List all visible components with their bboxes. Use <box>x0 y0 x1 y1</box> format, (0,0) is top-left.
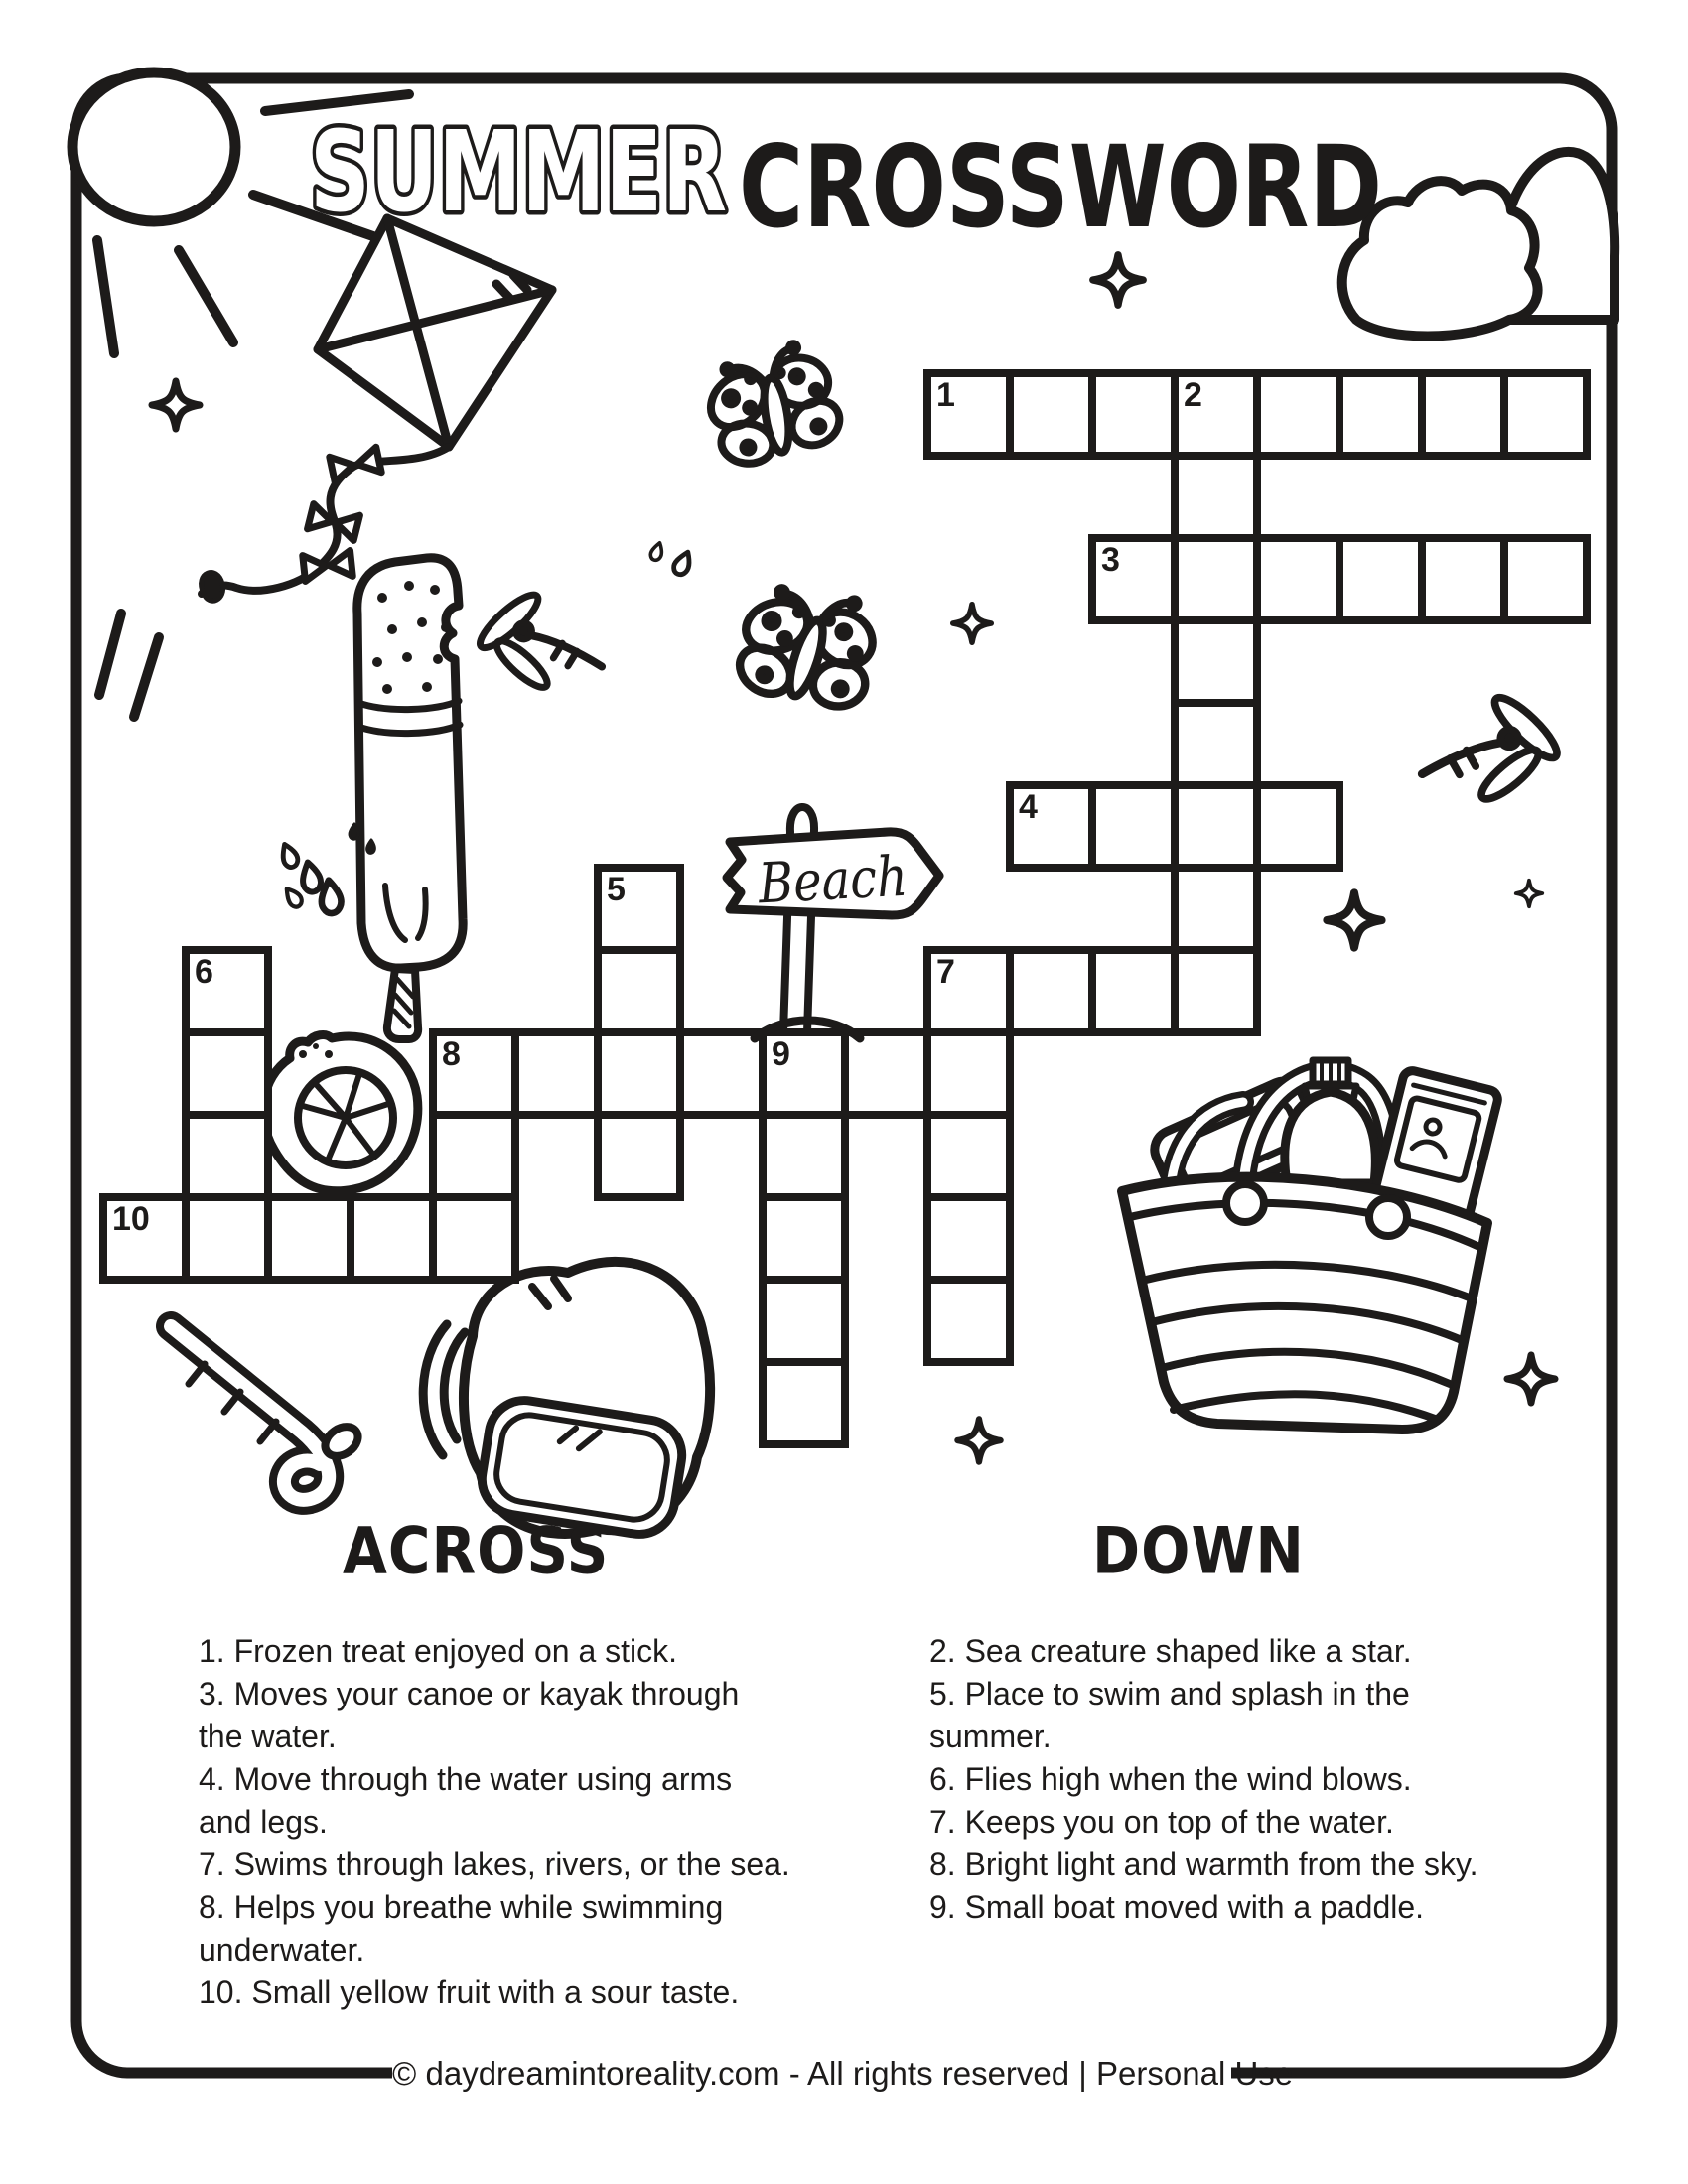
beach-sign <box>727 807 939 1038</box>
clue-line: and legs. <box>199 1804 328 1840</box>
crossword-cell[interactable] <box>1092 785 1175 868</box>
crossword-cell[interactable] <box>763 1280 845 1362</box>
crossword-cell[interactable] <box>1092 950 1175 1032</box>
clue-line: summer. <box>929 1718 1052 1754</box>
crossword-cell[interactable] <box>1010 373 1092 456</box>
crossword-cell[interactable] <box>927 950 1010 1032</box>
crossword-cell[interactable] <box>433 1032 515 1115</box>
goggles-icon <box>423 1262 710 1540</box>
crossword-cell[interactable] <box>598 868 680 950</box>
crossword-cell[interactable] <box>433 1115 515 1197</box>
crossword-cell[interactable] <box>927 1115 1010 1197</box>
clue-line: 9. Small boat moved with a paddle. <box>929 1889 1425 1925</box>
crossword-cell[interactable] <box>1175 785 1257 868</box>
crossword-cell[interactable] <box>845 1032 927 1115</box>
crossword-cell[interactable] <box>927 1197 1010 1280</box>
crossword-cell[interactable] <box>1175 538 1257 620</box>
clue-line: the water. <box>199 1718 337 1754</box>
cell-number: 5 <box>607 871 626 908</box>
beach-bag-icon <box>1122 1060 1499 1430</box>
cell-number: 4 <box>1019 788 1038 826</box>
crossword-cell[interactable] <box>598 1115 680 1197</box>
crossword-cell[interactable] <box>103 1197 186 1280</box>
cell-number: 1 <box>936 376 955 414</box>
crossword-cell[interactable] <box>927 1032 1010 1115</box>
cell-number: 8 <box>442 1035 461 1073</box>
crossword-cell[interactable] <box>1257 373 1339 456</box>
title-crossword: CROSSWORD <box>739 121 1382 253</box>
crossword-cell[interactable] <box>186 1197 268 1280</box>
footer-text: © daydreamintoreality.com - All rights reserved | Personal Use <box>392 2055 1294 2092</box>
clue-line: 5. Place to swim and splash in the <box>929 1676 1410 1711</box>
snorkel-icon <box>171 1326 363 1500</box>
crossword-cell[interactable] <box>1175 950 1257 1032</box>
clue-line: 2. Sea creature shaped like a star. <box>929 1633 1412 1669</box>
crossword-cell[interactable] <box>186 1115 268 1197</box>
crossword-cell[interactable] <box>1175 620 1257 703</box>
crossword-cell[interactable] <box>1175 373 1257 456</box>
clue-line: 6. Flies high when the wind blows. <box>929 1761 1412 1797</box>
crossword-cell[interactable] <box>680 1032 763 1115</box>
crossword-cell[interactable] <box>1175 456 1257 538</box>
crossword-cell[interactable] <box>186 1032 268 1115</box>
crossword-cell[interactable] <box>433 1197 515 1280</box>
title-summer: SUMMER <box>310 108 727 237</box>
clue-line: 7. Swims through lakes, rivers, or the sea. <box>199 1846 790 1882</box>
clue-line: underwater. <box>199 1932 365 1968</box>
cell-number: 3 <box>1101 541 1120 579</box>
crossword-cell[interactable] <box>1175 868 1257 950</box>
crossword-cell[interactable] <box>1257 538 1339 620</box>
clue-line: 7. Keeps you on top of the water. <box>929 1804 1394 1840</box>
crossword-cell[interactable] <box>1175 703 1257 785</box>
beach-sign-label: Beach <box>757 843 934 917</box>
butterfly-icon <box>691 336 889 723</box>
crossword-cell[interactable] <box>763 1115 845 1197</box>
crossword-cell[interactable] <box>351 1197 433 1280</box>
clouds-icon <box>1342 152 1615 337</box>
clue-line: 8. Helps you breathe while swimming <box>199 1889 724 1925</box>
clue-line: 10. Small yellow fruit with a sour taste. <box>199 1975 740 2010</box>
splash-drops-icon <box>277 541 693 914</box>
crossword-cell[interactable] <box>1257 785 1339 868</box>
across-clue-list <box>199 1630 790 2014</box>
crossword-cell[interactable] <box>1092 538 1175 620</box>
popsicle-icon <box>357 558 463 1039</box>
crossword-cell[interactable] <box>1092 373 1175 456</box>
lemon-icon <box>263 1035 418 1191</box>
crossword-cell[interactable] <box>927 1280 1010 1362</box>
crossword-cell[interactable] <box>927 373 1010 456</box>
cell-number: 7 <box>936 953 955 991</box>
crossword-cell[interactable] <box>763 1362 845 1444</box>
cell-number: 6 <box>195 953 213 991</box>
crossword-cell[interactable] <box>1010 950 1092 1032</box>
crossword-cell[interactable] <box>763 1197 845 1280</box>
crossword-cell[interactable] <box>515 1032 598 1115</box>
crossword-cell[interactable] <box>598 950 680 1032</box>
crossword-cell[interactable] <box>186 950 268 1032</box>
crossword-cell[interactable] <box>1339 373 1422 456</box>
across-heading: ACROSS <box>343 1513 610 1589</box>
cell-number: 9 <box>772 1035 790 1073</box>
clue-line: 8. Bright light and warmth from the sky. <box>929 1846 1478 1882</box>
crossword-cell[interactable] <box>1504 373 1587 456</box>
down-clue-list <box>929 1630 1565 1929</box>
cell-number: 2 <box>1184 376 1202 414</box>
cell-number: 10 <box>112 1200 150 1238</box>
kite-icon <box>0 0 552 601</box>
clue-line: 3. Moves your canoe or kayak through <box>199 1676 740 1711</box>
clue-line: 4. Move through the water using arms <box>199 1761 733 1797</box>
crossword-cell[interactable] <box>1339 538 1422 620</box>
crossword-cell[interactable] <box>1422 373 1504 456</box>
clue-line: 1. Frozen treat enjoyed on a stick. <box>199 1633 678 1669</box>
crossword-cell[interactable] <box>598 1032 680 1115</box>
crossword-cell[interactable] <box>1010 785 1092 868</box>
crossword-cell[interactable] <box>268 1197 351 1280</box>
crossword-cell[interactable] <box>1504 538 1587 620</box>
down-heading: DOWN <box>1092 1513 1305 1589</box>
crossword-cell[interactable] <box>1422 538 1504 620</box>
crossword-cell[interactable] <box>763 1032 845 1115</box>
